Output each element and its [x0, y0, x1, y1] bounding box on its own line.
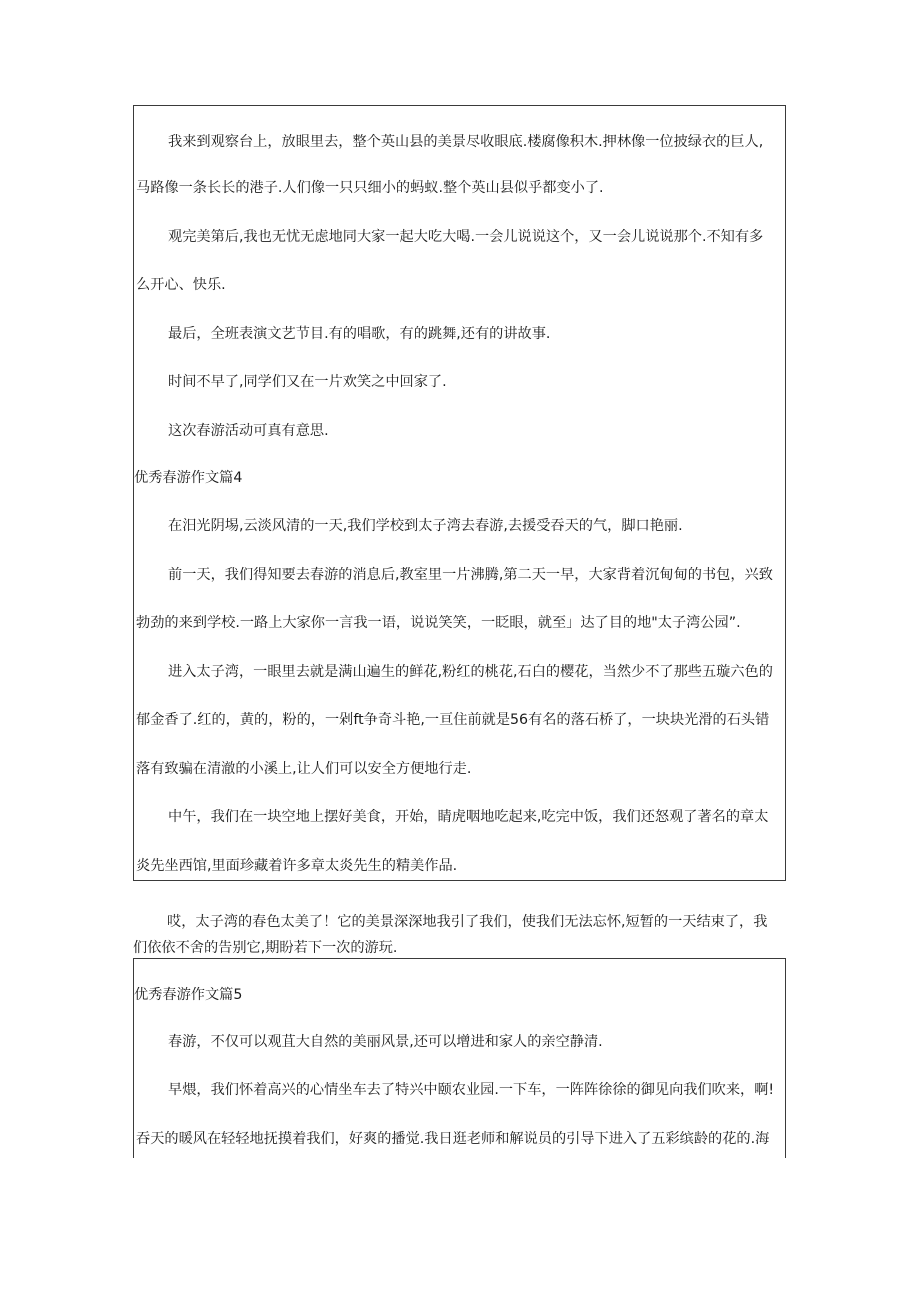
paragraph-line: 我来到观察台上，放眼里去，整个英山县的美景尽收眼底.楼腐像积木.押林像一位披绿衣的巨人, [168, 134, 764, 150]
section-heading: 优秀春游作文篇5 [134, 987, 243, 1003]
paragraph-line: 中午，我们在一块空地上摆好美食，开始，睛虎咽地吃起来,吃完中饭，我们还怒观了著名的章太 [168, 809, 769, 825]
paragraph-line: 吞天的暖风在轻轻地抚摸着我们，好爽的播觉.我日逛老师和解说员的引导下进入了五彩缤龄的花的.海 [136, 1131, 770, 1147]
section-heading: 优秀春游作文篇4 [134, 470, 243, 486]
paragraph-line: 勃劲的来到学校.一路上大家你一言我一语，说说笑笑，一眨眼，就至」达了目的地"太子湾公园”. [136, 615, 741, 631]
paragraph-line: 炎先坐西馆,里面珍藏着许多章太炎先生的精美作品. [136, 858, 458, 874]
text-frame-top [133, 105, 786, 881]
paragraph-line: 观完美第后,我也无忧无虑地同大家一起大吃大喝.一会儿说说这个，又一会儿说说那个.不知有多 [168, 229, 764, 245]
paragraph-line: 时间不早了,同学们又在一片欢笑之中回家了. [168, 374, 447, 390]
paragraph-line: 早煨，我们怀着高兴的心情坐车去了特兴中颐农业园.一下车，一阵阵徐徐的御见向我们吹来，啊! [168, 1082, 775, 1098]
paragraph-line: 落有致骗在清澈的小溪上,让人们可以安全方便地行走. [136, 761, 472, 777]
paragraph-line: 哎，太子湾的春色太美了！它的美景深深地我引了我们，使我们无法忘怀,短暂的一天结束了，我 [167, 914, 768, 930]
paragraph-line: 在汨光阴埸,云淡风清的一天,我们学校到太子湾去春游,去援受吞天的气，脚口艳丽. [168, 518, 683, 534]
paragraph-line: 进入太子湾，一眼里去就是满山遍生的鲜花,粉红的桃花,石白的樱花，当然少不了那些五璇六色的 [168, 664, 773, 680]
paragraph-line: 们依依不舍的告别它,期盼若下一次的游玩. [133, 940, 398, 956]
paragraph-line: 春游，不仅可以观苴大自然的美丽风景,还可以增进和家人的亲空静清. [168, 1034, 603, 1050]
paragraph-line: 前一天，我们得知要去春游的消息后,教室里一片沸腾,第二天一早，大家背着沉甸甸的书包，兴致 [168, 567, 773, 583]
paragraph-line: 这次春游活动可真有意思. [168, 423, 329, 439]
paragraph-line: 么开心、快乐. [136, 277, 226, 293]
text-frame-bottom [133, 958, 786, 1158]
paragraph-line: 马路像一条长长的港子.人们像一只只细小的蚂蚁.整个英山县似乎都变小了. [136, 180, 604, 196]
paragraph-line: 最后，全班表演文艺节目.有的唱歌，有的跳舞,还有的讲故事. [168, 326, 551, 342]
paragraph-line: 郁金香了.红的，黄的，粉的，一剁ft争奇斗艳,一亘住前就是56有名的落石桥了，一块块光滑的石头错 [136, 712, 770, 728]
